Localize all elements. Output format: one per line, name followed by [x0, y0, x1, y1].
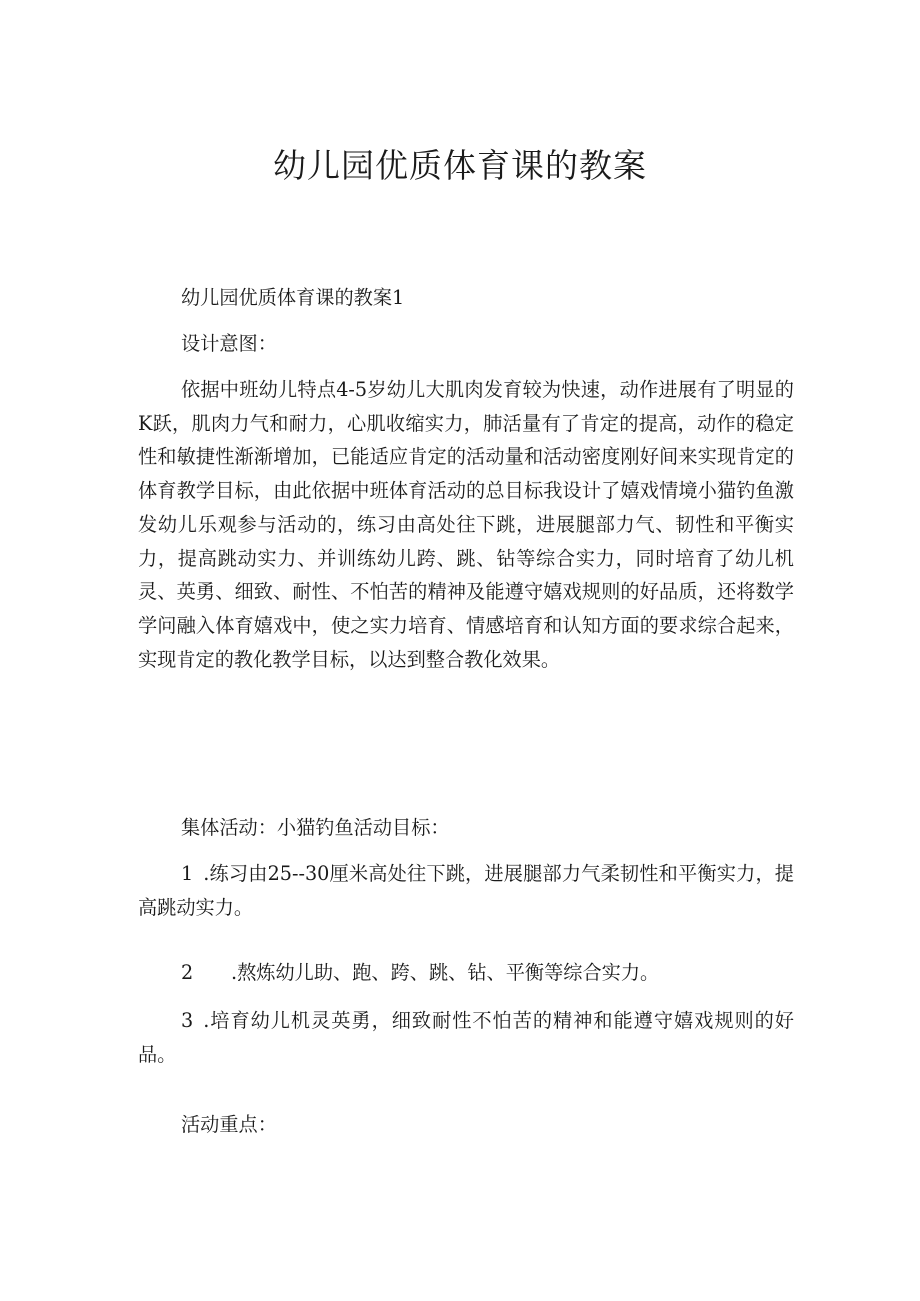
- goal-item-2: [181, 956, 659, 990]
- goal-text: .培育幼儿机灵英勇，细致耐性不怕苦的精神和能遵守嬉戏规则的好品。: [138, 1009, 794, 1066]
- key-points-label: 活动重点：: [181, 1113, 277, 1136]
- document-title: 幼儿园优质体育课的教案: [273, 146, 647, 185]
- goal-number: 2: [181, 961, 194, 984]
- goal-number: 1: [181, 862, 194, 885]
- goal-text: .熬炼幼儿助、跑、跨、跳、钻、平衡等综合实力。: [231, 961, 660, 984]
- activity-goals-label: 集体活动：小猫钓鱼活动目标：: [181, 816, 450, 839]
- design-intent-paragraph: 依据中班幼儿特点4-5岁幼儿大肌肉发育较为快速，动作进展有了明显的K跃，肌肉力气和耐力，心肌收缩实力，肺活量有了肯定的提高，动作的稳定性和敏捷性渐渐增加，已能适应肯定的活动量和活动密度刚好间来实现肯定的体育教学目标，由此依据中班体育活动的总目标我设计了嬉戏情境小猫钓鱼激发幼儿乐观参与活动的，练习由高处往下跳，进展腿部力气、韧性和平衡实力，提高跳动实力、并训练幼儿跨、跳、钻等综合实力，同时培育了幼儿机灵、英勇、细致、耐性、不怕苦的精神及能遵守嬉戏规则的好品质，还将数学学问融入体育嬉戏中，使之实力培育、情感培育和认知方面的要求综合起来，实现肯定的教化教学目标，以达到整合教化效果。: [138, 378, 794, 671]
- goal-text: .练习由25--30厘米高处往下跳，进展腿部力气柔韧性和平衡实力，提高跳动实力。: [138, 862, 794, 919]
- goal-item-3: [138, 1004, 794, 1071]
- goal-number: 3: [181, 1009, 194, 1032]
- section-heading: 幼儿园优质体育课的教案1: [181, 286, 405, 309]
- design-intent-label: 设计意图：: [181, 332, 277, 355]
- goal-item-1: [138, 857, 794, 924]
